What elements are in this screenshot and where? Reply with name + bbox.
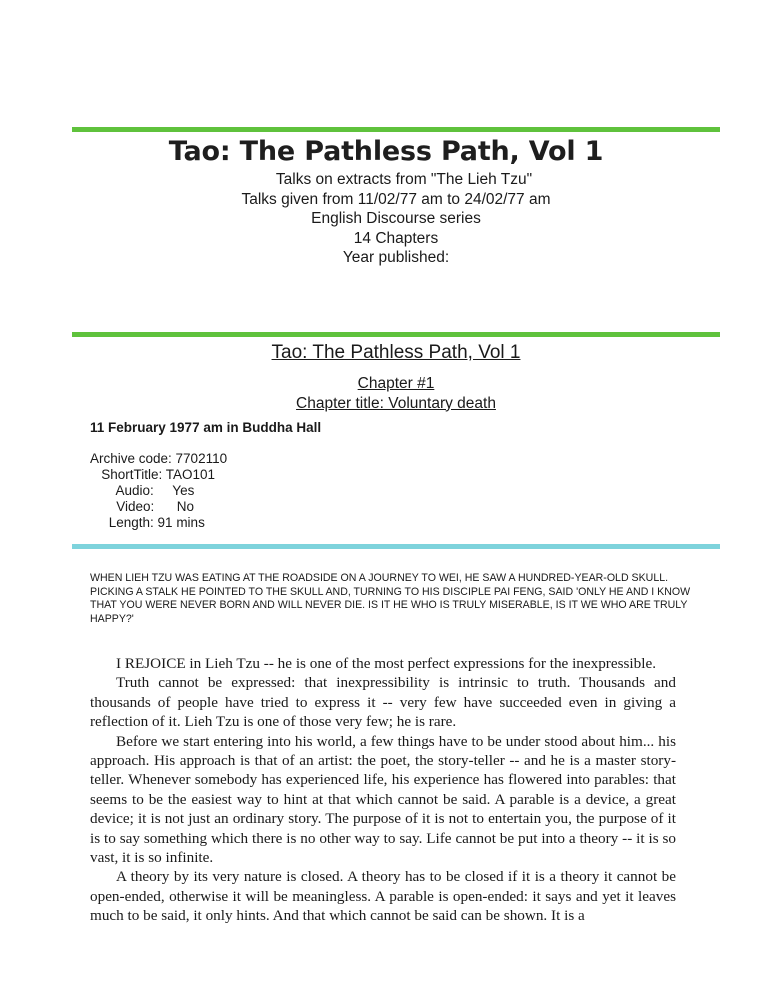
talk-length: Length: 91 mins [90, 515, 205, 530]
discourse-body [90, 654, 676, 926]
chapter-count: 14 Chapters [353, 229, 439, 247]
body-paragraph: A theory by its very nature is closed. A theory has to be closed if it is a theory it cannot be open-ended, otherwise it will be meaningless. A parable is open-ended: it says and yet it leaves much to be said, it only hints. And that which cannot be said can be shown. It is a [90, 868, 676, 925]
body-paragraph: Before we start entering into his world, a few things have to be under stood about him... his approach. His approach is that of an artist: the poet, the story-teller -- and he is a master story-teller. Whenever somebody has experienced life, his experience has flowered into parables: that seems to be the easiest way to hint at that which cannot be said. A parable is a device, a great device; it is not just an ordinary story. The purpose of it is not to entertain you, the purpose of it is to say something which there is no other way to say. Life cannot be put into a theory -- it is so vast, it is so infinite. [90, 732, 676, 867]
talks-given-range: Talks given from 11/02/77 am to 24/02/77 am [241, 190, 551, 208]
video-availability: Video: No [90, 499, 195, 514]
top-divider-rule [72, 127, 720, 132]
audio-availability: Audio: Yes [90, 483, 195, 498]
excerpt-divider-rule [72, 544, 720, 549]
chapter-number: Chapter #1 [357, 375, 435, 392]
archive-info [90, 451, 227, 531]
book-meta [72, 170, 720, 268]
year-published: Year published: [342, 249, 450, 267]
body-paragraph: Truth cannot be expressed: that inexpressibility is intrinsic to truth. Thousands and thousands of people have tried to express it -- very few have succeeded even in giving a reflection of it. Lieh Tzu is one of those very few; he is rare. [90, 674, 676, 731]
chapter-header [72, 340, 720, 413]
archive-code: Archive code: 7702110 [90, 451, 228, 466]
talk-date-location: 11 February 1977 am in Buddha Hall [90, 420, 322, 435]
chapter-divider-rule [72, 332, 720, 337]
book-header [72, 134, 720, 268]
body-paragraph: I REJOICE in Lieh Tzu -- he is one of the most perfect expressions for the inexpressible. [116, 655, 657, 672]
book-title: Tao: The Pathless Path, Vol 1 [168, 136, 604, 167]
chapter-title: Chapter title: Voluntary death [296, 394, 496, 412]
chapter-series-title: Tao: The Pathless Path, Vol 1 [271, 342, 521, 363]
short-title: ShortTitle: TAO101 [90, 467, 216, 482]
discourse-series: English Discourse series [311, 210, 481, 228]
book-subtitle: Talks on extracts from "The Lieh Tzu" [275, 171, 533, 188]
sutra-excerpt: WHEN LIEH TZU WAS EATING AT THE ROADSIDE ON A JOURNEY TO WEI, HE SAW A HUNDRED-YEAR-OLD SKULL. PICKING A STALK HE POINTED TO THE SKULL AND, TURNING TO HIS DISCIPLE PAI FENG, SAID 'ONLY HE AND I KNOW THAT YOU WERE NEVER BORN AND WILL NEVER DIE. IS IT HE WHO IS TRULY MISERABLE, IS IT WE WHO ARE TRULY HAPPY?' [90, 572, 691, 625]
